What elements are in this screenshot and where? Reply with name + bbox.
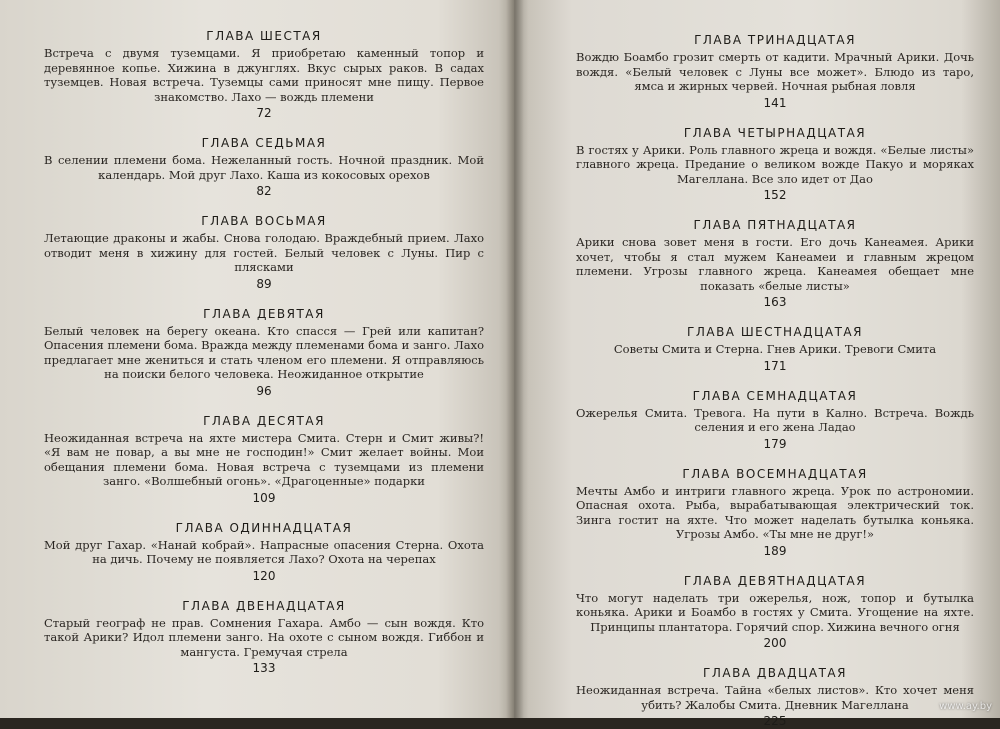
right-page <box>514 0 1000 728</box>
chapter-entry <box>44 213 484 292</box>
chapter-title: ГЛАВА ВОСЬМАЯ <box>201 214 327 228</box>
chapter-page-number: 189 <box>763 543 787 558</box>
chapter-summary: В гостях у Арики. Роль главного жреца и вождя. «Белые листы» главного жреца. Предание о великом вожде Пакуо и моряках Магеллана. Все зло идет от Дао <box>576 142 974 186</box>
chapter-page-number: 225 <box>763 714 787 728</box>
chapter-page-number: 179 <box>763 436 787 451</box>
chapter-page-number: 89 <box>256 276 272 291</box>
chapter-summary: Старый географ не прав. Сомнения Гахара. Амбо — сын вождя. Кто такой Арики? Идол племени занго. На охоте с сыном вождя. Гиббон и мангуста. Гремучая стрела <box>44 615 484 659</box>
chapter-title: ГЛАВА ЧЕТЫРНАДЦАТАЯ <box>683 125 867 140</box>
chapter-entry <box>576 324 974 374</box>
chapter-summary: Мой друг Гахар. «Нанай кобрай». Напрасные опасения Стерна. Охота на дичь. Почему не появляется Лахо? Охота на черепах <box>44 537 484 566</box>
chapter-entry <box>576 466 974 559</box>
chapter-page-number: 82 <box>256 184 272 198</box>
chapter-title: ГЛАВА ДЕСЯТАЯ <box>203 413 325 428</box>
chapter-title: ГЛАВА ДЕВЯТНАДЦАТАЯ <box>683 573 867 588</box>
chapter-entry <box>576 388 974 452</box>
chapter-title: ГЛАВА ДЕВЯТАЯ <box>203 306 325 321</box>
chapter-page-number: 163 <box>763 295 787 309</box>
chapter-title: ГЛАВА ТРИНАДЦАТАЯ <box>694 33 856 47</box>
chapter-title: ГЛАВА ШЕСТНАДЦАТАЯ <box>687 325 863 339</box>
chapter-entry <box>576 125 974 204</box>
book-gutter <box>506 0 524 718</box>
chapter-page-number: 109 <box>252 490 276 505</box>
chapter-entry <box>44 598 484 677</box>
chapter-title: ГЛАВА ШЕСТАЯ <box>206 29 322 43</box>
chapter-title: ГЛАВА ВОСЕМНАДЦАТАЯ <box>682 466 868 481</box>
chapter-entry <box>576 217 974 310</box>
chapter-entry <box>44 306 484 399</box>
chapter-entry <box>576 573 974 652</box>
chapter-summary: Летающие драконы и жабы. Снова голодаю. Враждебный прием. Лахо отводит меня в хижину для гостей. Белый человек с Луны. Пир с плясками <box>44 231 484 274</box>
chapter-page-number: 72 <box>256 106 272 120</box>
chapter-title: ГЛАВА СЕМНАДЦАТАЯ <box>692 388 858 403</box>
right-chapter-list <box>576 32 974 729</box>
chapter-page-number: 200 <box>763 636 787 650</box>
chapter-page-number: 152 <box>763 188 787 202</box>
chapter-summary: Ожерелья Смита. Тревога. На пути в Кално. Встреча. Вождь селения и его жена Ладао <box>576 405 974 434</box>
chapter-summary: Арики снова зовет меня в гости. Его дочь Канеамея. Арики хочет, чтобы я стал мужем Канеамеи и главным жрецом племени. Угрозы главного жреца. Канеамея обещает мне показать «белые листы» <box>576 235 974 293</box>
chapter-summary: Белый человек на берегу океана. Кто спасся — Грей или капитан? Опасения племени бома. Вражда между племенами бома и занго. Лахо предлагает мне жениться и стать членом его племени. Я отправляюсь на поиски белого человека. Неожиданное открытие <box>44 323 484 381</box>
chapter-title: ГЛАВА ДВЕНАДЦАТАЯ <box>182 598 346 613</box>
chapter-page-number: 171 <box>763 358 787 373</box>
chapter-page-number: 96 <box>256 383 272 398</box>
chapter-entry <box>576 32 974 111</box>
chapter-page-number: 120 <box>252 568 276 583</box>
chapter-summary: Неожиданная встреча на яхте мистера Смита. Стерн и Смит живы?! «Я вам не повар, а вы мне не господин!» Смит желает войны. Мои обещания племени бома. Новая встреча с туземцами из племени занго. «Волшебный огонь». «Драгоценные» подарки <box>44 430 484 488</box>
chapter-summary: Что могут наделать три ожерелья, нож, топор и бутылка коньяка. Арики и Боамбо в гостях у Смита. Угощение на яхте. Принципы плантатора. Горячий спор. Хижина вечного огня <box>576 590 974 634</box>
chapter-summary: Мечты Амбо и интриги главного жреца. Урок по астрономии. Опасная охота. Рыба, вырабатывающая электрический ток. Зинга гостит на яхте. Что может наделать бутылка коньяка. Угрозы Амбо. «Ты мне не друг!» <box>576 483 974 541</box>
chapter-entry <box>44 520 484 584</box>
chapter-title: ГЛАВА ОДИННАДЦАТАЯ <box>175 520 353 535</box>
chapter-summary: Неожиданная встреча. Тайна «белых листов». Кто хочет меня убить? Жалобы Смита. Дневник Магеллана <box>576 683 974 712</box>
chapter-page-number: 133 <box>252 661 276 675</box>
left-chapter-list <box>44 28 484 676</box>
chapter-summary: Вождю Боамбо грозит смерть от кадити. Мрачный Арики. Дочь вождя. «Белый человек с Луны все может». Блюдо из таро, ямса и жирных червей. Ночная рыбная ловля <box>576 50 974 93</box>
chapter-entry <box>44 135 484 199</box>
chapter-entry <box>44 28 484 121</box>
chapter-entry <box>44 413 484 506</box>
chapter-title: ГЛАВА СЕДЬМАЯ <box>201 136 327 150</box>
chapter-summary: Советы Смита и Стерна. Гнев Арики. Тревоги Смита <box>613 342 937 356</box>
chapter-summary: В селении племени бома. Нежеланный гость. Ночной праздник. Мой календарь. Мой друг Лахо. Каша из кокосовых орехов <box>44 153 484 182</box>
watermark: www.ay.by <box>939 701 992 712</box>
chapter-summary: Встреча с двумя туземцами. Я приобретаю каменный топор и деревянное копье. Хижина в джунглях. Вкус сырых раков. В садах туземцев. Новая встреча. Туземцы сами приносят мне пищу. Первое знакомство. Лахо — вождь племени <box>44 46 484 104</box>
chapter-entry <box>576 665 974 729</box>
chapter-page-number: 141 <box>763 95 787 110</box>
chapter-title: ГЛАВА ДВАДЦАТАЯ <box>703 666 847 680</box>
chapter-title: ГЛАВА ПЯТНАДЦАТАЯ <box>693 218 857 232</box>
